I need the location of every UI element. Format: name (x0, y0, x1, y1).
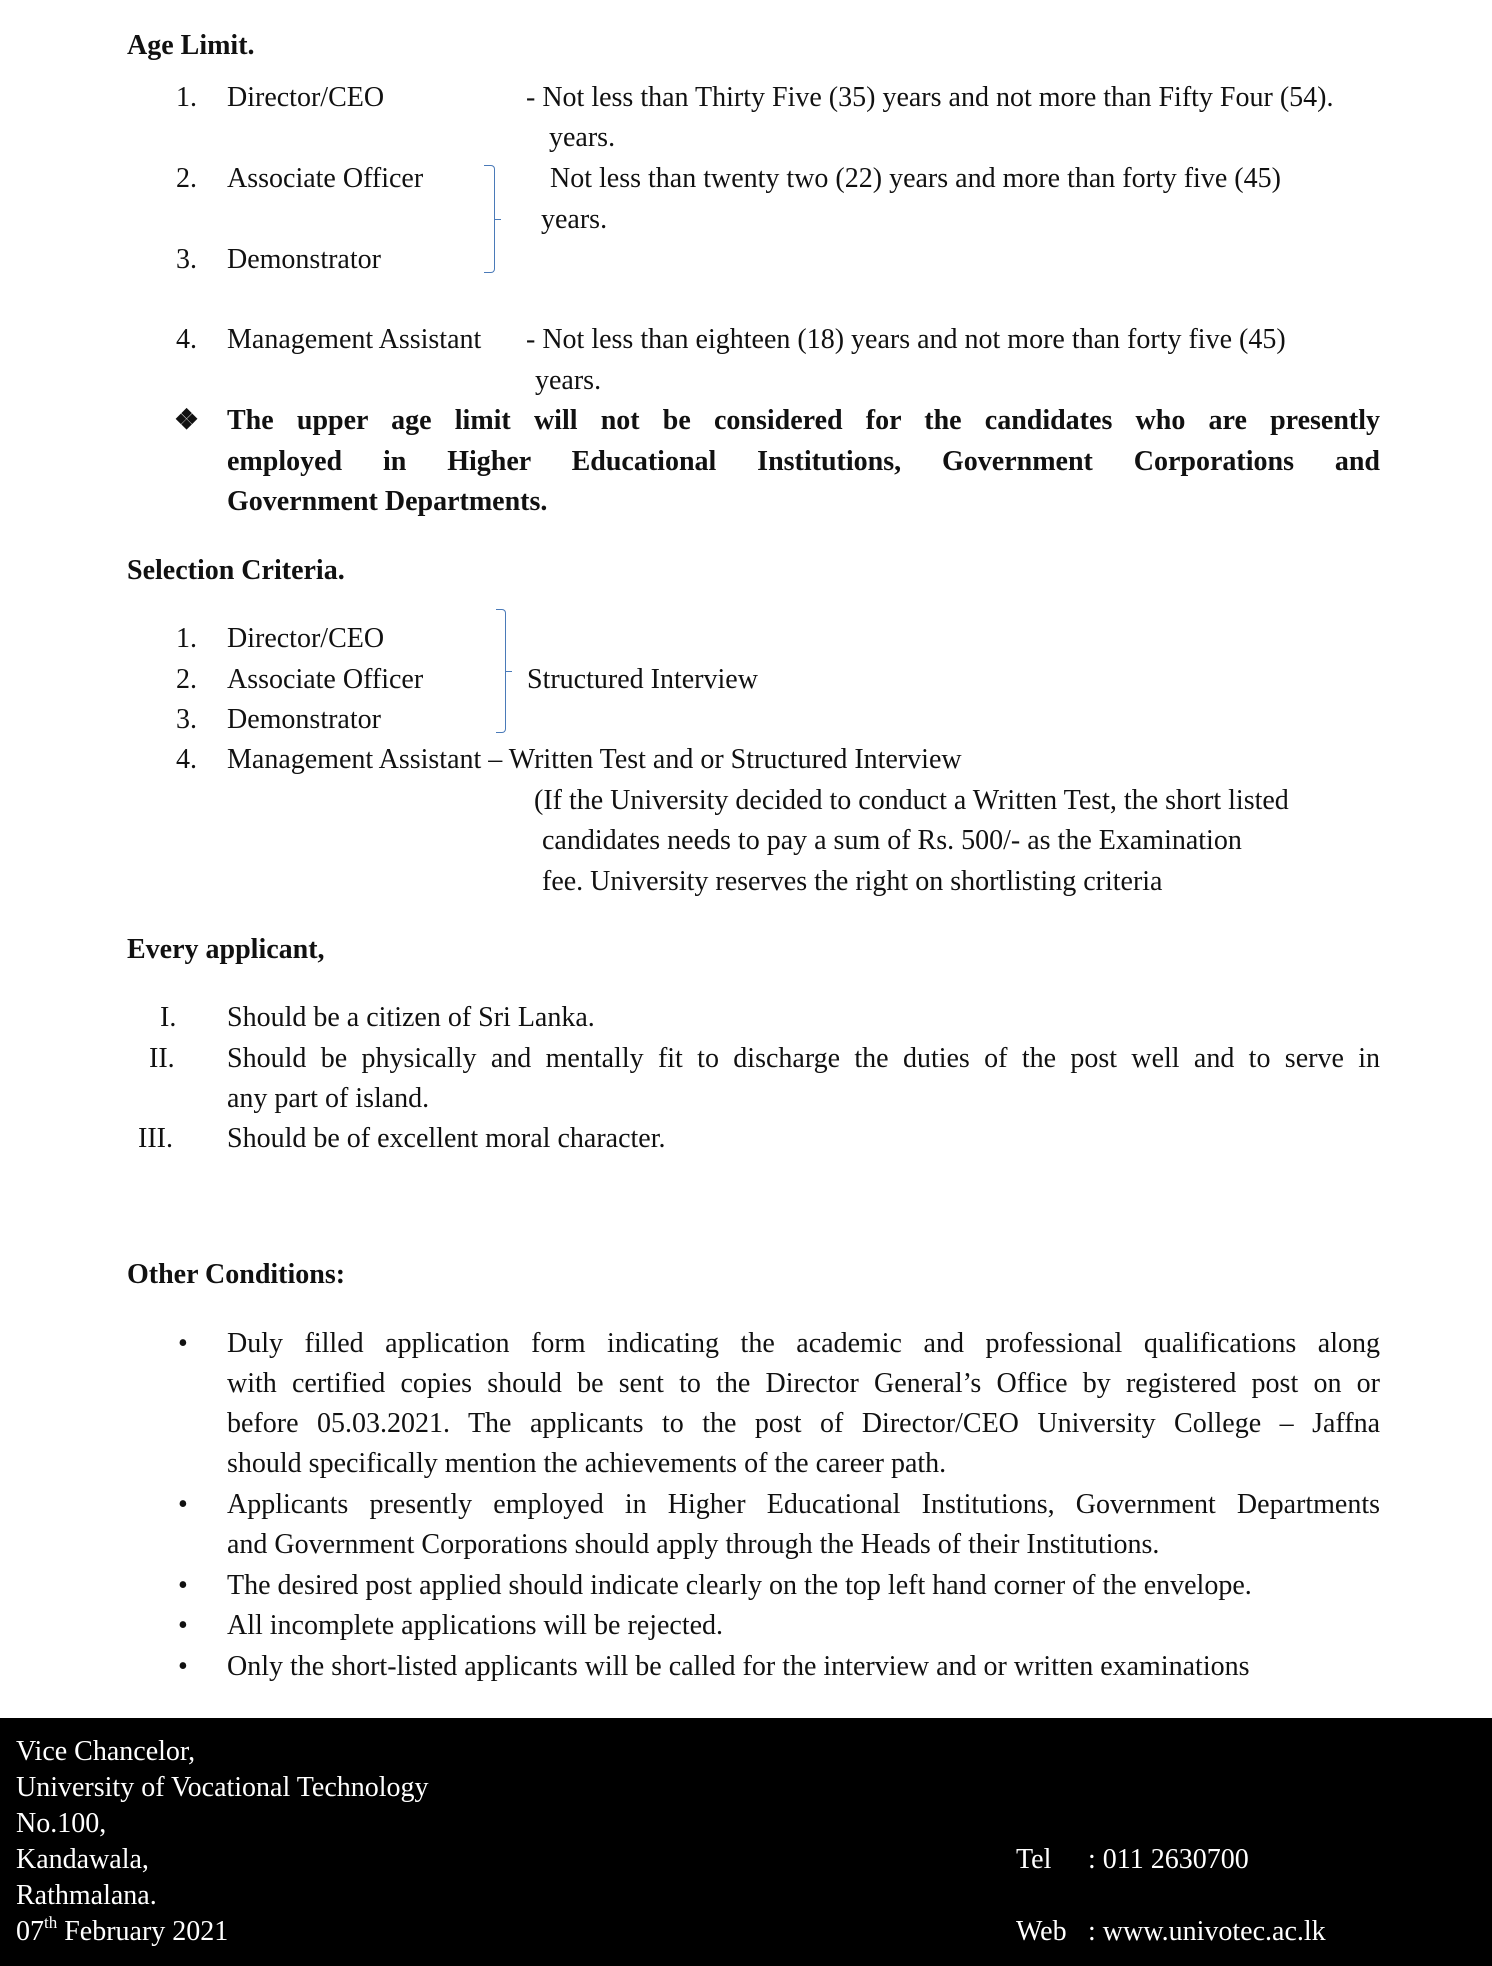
condition-4-bullet: • (178, 1610, 188, 1641)
condition-3-bullet: • (178, 1570, 188, 1601)
footer-web-value[interactable]: : www.univotec.ac.lk (1088, 1916, 1326, 1947)
age-group-brace (484, 165, 495, 273)
footer-web-label: Web (1016, 1916, 1067, 1947)
condition-5-bullet: • (178, 1651, 188, 1682)
footer-tel-label: Tel (1016, 1844, 1052, 1875)
selection-item-3-post: Demonstrator (227, 704, 381, 735)
age-item-2-num: 2. (176, 163, 197, 194)
condition-1-line-1: Duly filled application form indicating the academic and professional qualifications along (227, 1328, 1380, 1359)
footer-date-suffix: th (44, 1913, 58, 1932)
selection-item-1-num: 1. (176, 623, 197, 654)
selection-heading: Selection Criteria. (127, 555, 345, 586)
age-group-text-cont: years. (541, 204, 608, 235)
selection-note-line-3: fee. University reserves the right on shortlisting criteria (542, 866, 1163, 897)
age-item-1-num: 1. (176, 82, 197, 113)
conditions-heading: Other Conditions: (127, 1259, 346, 1290)
age-item-4-text-cont: years. (535, 365, 602, 396)
condition-4-line-1: All incomplete applications will be rejected. (227, 1610, 724, 1641)
footer-address-line-3: No.100, (16, 1808, 107, 1839)
footer-address-line-4: Kandawala, (16, 1844, 149, 1875)
age-note-line-1: The upper age limit will not be considered for the candidates who are presently (227, 405, 1380, 436)
age-item-4-num: 4. (176, 324, 197, 355)
footer-date-rest: February 2021 (57, 1916, 229, 1947)
applicant-item-3-num: III. (138, 1123, 173, 1154)
applicant-item-1-text: Should be a citizen of Sri Lanka. (227, 1002, 595, 1033)
selection-item-1-post: Director/CEO (227, 623, 385, 654)
selection-note-line-1: (If the University decided to conduct a Written Test, the short listed (534, 785, 1289, 816)
condition-1-line-3: before 05.03.2021. The applicants to the post of Director/CEO University College – Jaffna (227, 1408, 1380, 1439)
condition-2-bullet: • (178, 1489, 188, 1520)
age-note-line-2: employed in Higher Educational Institutions, Government Corporations and (227, 446, 1380, 477)
selection-item-2-post: Associate Officer (227, 664, 424, 695)
footer-date (16, 1914, 228, 1950)
condition-1-bullet: • (178, 1328, 188, 1359)
age-limit-heading: Age Limit. (127, 30, 255, 61)
footer-address-line-2: University of Vocational Technology (16, 1772, 429, 1803)
footer-address-line-5: Rathmalana. (16, 1880, 157, 1911)
age-item-1-text-cont: years. (549, 122, 616, 153)
selection-item-4-post: Management Assistant – Written Test and or Structured Interview (227, 744, 962, 775)
condition-3-line-1: The desired post applied should indicate clearly on the top left hand corner of the envelope. (227, 1570, 1252, 1601)
selection-note-line-2: candidates needs to pay a sum of Rs. 500/- as the Examination (542, 825, 1242, 856)
applicant-heading: Every applicant, (127, 934, 325, 965)
age-item-1-post: Director/CEO (227, 82, 385, 113)
condition-1-line-2: with certified copies should be sent to the Director General’s Office by registered post on or (227, 1368, 1380, 1399)
footer-address-line-1: Vice Chancelor, (16, 1736, 196, 1767)
age-item-3-post: Demonstrator (227, 244, 381, 275)
footer-bar (0, 1718, 1492, 1966)
age-item-4-text: - Not less than eighteen (18) years and not more than forty five (45) (526, 324, 1286, 355)
age-item-2-post: Associate Officer (227, 163, 424, 194)
condition-1-line-4: should specifically mention the achievements of the career path. (227, 1448, 947, 1479)
age-note-bullet: ❖ (174, 405, 200, 436)
applicant-item-2-num: II. (149, 1043, 175, 1074)
selection-item-4-num: 4. (176, 744, 197, 775)
age-group-text: Not less than twenty two (22) years and more than forty five (45) (550, 163, 1281, 194)
selection-item-3-num: 3. (176, 704, 197, 735)
applicant-item-2-text-cont: any part of island. (227, 1083, 430, 1114)
selection-item-2-num: 2. (176, 664, 197, 695)
footer-date-day: 07 (16, 1916, 44, 1947)
age-item-3-num: 3. (176, 244, 197, 275)
applicant-item-3-text: Should be of excellent moral character. (227, 1123, 666, 1154)
footer-tel-value: : 011 2630700 (1088, 1844, 1249, 1875)
age-note-line-3: Government Departments. (227, 486, 548, 517)
condition-2-line-2: and Government Corporations should apply through the Heads of their Institutions. (227, 1529, 1160, 1560)
age-item-1-text: - Not less than Thirty Five (35) years and not more than Fifty Four (54). (526, 82, 1334, 113)
applicant-item-1-num: I. (160, 1002, 177, 1033)
applicant-item-2-text: Should be physically and mentally fit to discharge the duties of the post well and to serve in (227, 1043, 1380, 1074)
age-item-4-post: Management Assistant (227, 324, 482, 355)
selection-group-text: Structured Interview (527, 664, 758, 695)
condition-5-line-1: Only the short-listed applicants will be called for the interview and or written examinations (227, 1651, 1250, 1682)
condition-2-line-1: Applicants presently employed in Higher Educational Institutions, Government Departments (227, 1489, 1380, 1520)
selection-group-brace (496, 609, 506, 733)
